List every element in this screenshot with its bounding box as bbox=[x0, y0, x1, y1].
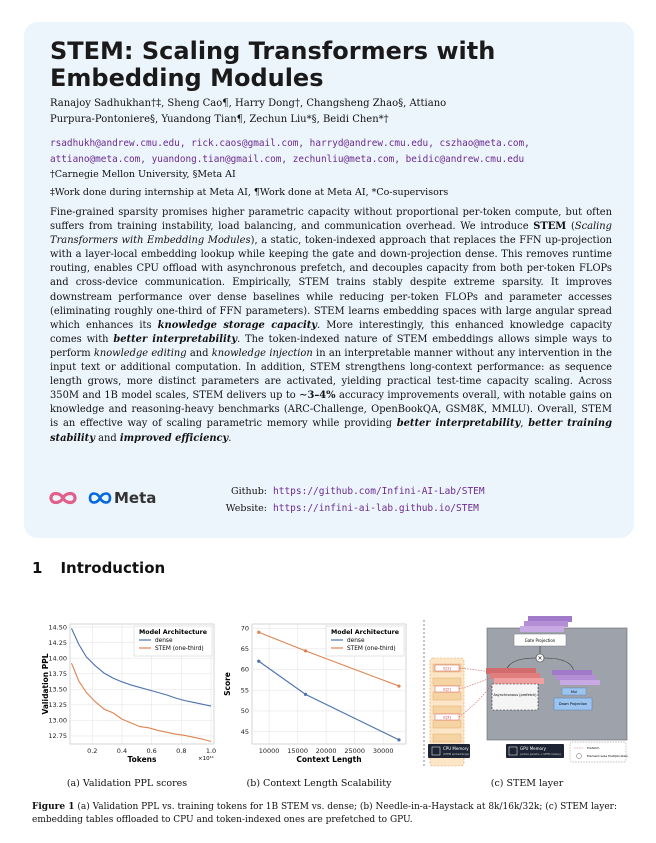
data-point bbox=[257, 631, 260, 634]
y-tick-label: 14.25 bbox=[48, 638, 67, 647]
email-link[interactable]: rick.caos@gmail.com, bbox=[191, 138, 305, 149]
affiliation-line: †Carnegie Mellon University, §Meta AI bbox=[50, 169, 236, 180]
y-tick-label: 60 bbox=[240, 665, 249, 674]
svg-text:Element-wise Multiplication: Element-wise Multiplication bbox=[587, 754, 629, 758]
y-tick-label: 13.50 bbox=[48, 685, 67, 694]
website-link[interactable]: https://infini-ai-lab.github.io/STEM bbox=[273, 503, 479, 514]
y-axis-label: Score bbox=[223, 672, 232, 696]
context-length-chart bbox=[224, 618, 414, 770]
x-tick-label: 20000 bbox=[315, 747, 337, 755]
x-axis-label: Tokens bbox=[127, 755, 157, 764]
email-link[interactable]: yuandong.tian@gmail.com, bbox=[151, 154, 288, 165]
svg-text:Gate Projection: Gate Projection bbox=[524, 638, 556, 643]
data-point bbox=[304, 693, 307, 696]
legend-entry: dense bbox=[155, 638, 173, 644]
x-tick-label: 10000 bbox=[258, 747, 280, 755]
x-tick-label: 0.6 bbox=[146, 747, 157, 755]
legend-title: Model Architecture bbox=[331, 629, 399, 636]
y-tick-label: 70 bbox=[240, 624, 249, 633]
github-link[interactable]: https://github.com/Infini-AI-Lab/STEM bbox=[273, 486, 485, 497]
svg-text:CPU Memory: CPU Memory bbox=[443, 746, 469, 751]
email-link[interactable]: beidic@andrew.cmu.edu bbox=[405, 154, 525, 165]
svg-text:Prefetch: Prefetch bbox=[587, 746, 600, 750]
x-tick-label: 15000 bbox=[287, 747, 308, 755]
author-line: Purpura-Pontoniere§, Yuandong Tian¶, Zechun Liu*§, Beidi Chen*† bbox=[50, 114, 389, 125]
email-link[interactable]: zechunliu@meta.com, bbox=[292, 154, 400, 165]
legend-entry: STEM (one-third) bbox=[155, 646, 204, 652]
y-tick-label: 14.00 bbox=[48, 654, 67, 663]
svg-text:E[1]: E[1] bbox=[443, 666, 451, 671]
paper-title: STEM: Scaling Transformers with Embedding Modules bbox=[50, 37, 496, 92]
svg-text:E[2]: E[2] bbox=[443, 687, 451, 692]
author-line: Ranajoy Sadhukhan†‡, Sheng Cao¶, Harry Dong†, Changsheng Zhao§, Attiano bbox=[50, 98, 447, 109]
legend-entry: dense bbox=[347, 638, 365, 644]
email-link[interactable]: rsadhukh@andrew.cmu.edu, bbox=[50, 138, 186, 149]
section-heading: 1 Introduction bbox=[32, 559, 166, 577]
y-axis-label: Validation PPL bbox=[41, 653, 50, 715]
footnote-line: ‡Work done during internship at Meta AI, ¶Work done at Meta AI, *Co-supervisors bbox=[50, 187, 449, 198]
caption-b: (b) Context Length Scalability bbox=[246, 778, 392, 789]
y-tick-label: 12.75 bbox=[48, 732, 67, 741]
email-link[interactable]: attiano@meta.com, bbox=[50, 154, 146, 165]
meta-infinity-icon bbox=[88, 491, 112, 505]
validation-ppl-chart bbox=[32, 618, 222, 770]
y-tick-label: 14.50 bbox=[48, 623, 67, 632]
svg-text:E[3]: E[3] bbox=[443, 715, 451, 720]
data-point bbox=[397, 684, 400, 687]
caption-c: (c) STEM layer bbox=[490, 778, 564, 789]
stem-layer-diagram bbox=[424, 618, 630, 770]
email-link[interactable]: cszhao@meta.com, bbox=[439, 138, 530, 149]
svg-text:Mul: Mul bbox=[570, 690, 578, 694]
x-axis-label: Context Length bbox=[296, 755, 362, 764]
svg-text:(active params + STEM lookup): (active params + STEM lookup) bbox=[520, 753, 561, 756]
y-tick-label: 55 bbox=[240, 686, 249, 695]
caption-a: (a) Validation PPL scores bbox=[66, 778, 188, 789]
abstract: Fine-grained sparsity promises higher parametric capacity without proportional per-token compute, but often suffers from training instability, load balancing, and communication overhead. We introduce STEM (Scaling Transformers with Embedding Modules), a static, token-indexed approach that replaces the FFN up-projection with a layer-local embedding lookup while keeping the gate and down-projection dense. This removes runtime routing, enables CPU offload with asynchronous prefetch, and decouples capacity from both per-token FLOPs and cross-device communication. Empirically, STEM trains stably despite extreme sparsity. It improves downstream performance over dense baselines while reducing per-token FLOPs and parameter accesses (eliminating roughly one-third of FFN parameters). STEM learns embedding spaces with large angular spread which enhances its knowledge storage capacity. More interestingly, this enhanced knowledge capacity comes with better interpretability. The token-indexed nature of STEM embeddings allows simple ways to perform knowledge editing and knowledge injection in an interpretable manner without any intervention in the input text or additional computation. In addition, STEM strengthens long-context performance: as sequence length grows, more distinct parameters are activated, yielding practical test-time capacity scaling. Across 350M and 1B model scales, STEM delivers up to ∼3–4% accuracy improvements overall, with notable gains on knowledge and reasoning-heavy benchmarks (ARC-Challenge, OpenBookQA, GSM8K, MMLU). Overall, STEM is an effective way of scaling parametric memory while providing better interpretability, better training stability and improved efficiency. bbox=[50, 207, 612, 444]
email-list bbox=[50, 136, 610, 168]
svg-text:GPU Memory: GPU Memory bbox=[520, 746, 546, 751]
meta-logo bbox=[88, 489, 156, 507]
email-link[interactable]: harryd@andrew.cmu.edu, bbox=[309, 138, 434, 149]
svg-text:Asynchronous (prefetch): Asynchronous (prefetch) bbox=[493, 693, 537, 697]
y-tick-label: 13.25 bbox=[48, 701, 67, 710]
website-label: Website: bbox=[225, 503, 267, 514]
x-tick-label: 25000 bbox=[344, 747, 366, 755]
data-point bbox=[257, 660, 260, 663]
logo-row bbox=[48, 489, 156, 507]
data-point bbox=[304, 649, 307, 652]
figure-caption: Figure 1 (a) Validation PPL vs. training tokens for 1B STEM vs. dense; (b) Needle-in-a-Haystack at 8k/16k/32k; (c) STEM layer: embedding tables offloaded to CPU and token-indexed ones are prefetched to GPU. bbox=[32, 802, 617, 825]
github-label: Github: bbox=[231, 486, 267, 497]
author-list bbox=[50, 96, 610, 128]
y-tick-label: 50 bbox=[240, 707, 249, 716]
infinity-logo-icon bbox=[48, 490, 78, 506]
x-tick-label: 0.8 bbox=[176, 747, 187, 755]
multiply-legend-icon bbox=[577, 754, 582, 759]
embedding-stack bbox=[486, 668, 544, 684]
svg-text:(STEM embeddings): (STEM embeddings) bbox=[443, 753, 469, 756]
y-tick-label: 13.75 bbox=[48, 669, 67, 678]
data-point bbox=[397, 738, 400, 741]
y-tick-label: 13.00 bbox=[48, 716, 67, 725]
legend-title: Model Architecture bbox=[139, 629, 207, 636]
y-tick-label: 65 bbox=[240, 645, 249, 654]
x-tick-label: 1.0 bbox=[205, 747, 217, 755]
async-region bbox=[492, 684, 538, 710]
project-links bbox=[205, 483, 485, 517]
x-tick-label: 0.2 bbox=[87, 747, 98, 755]
x-tick-label: 30000 bbox=[372, 747, 394, 755]
svg-text:Down Projection: Down Projection bbox=[558, 702, 588, 706]
legend-entry: STEM (one-third) bbox=[347, 646, 396, 652]
x-tick-label: 0.4 bbox=[116, 747, 128, 755]
y-tick-label: 45 bbox=[240, 727, 249, 736]
meta-wordmark: Meta bbox=[114, 489, 157, 507]
x-axis-multiplier: ×10¹¹ bbox=[197, 756, 214, 762]
svg-text:×: × bbox=[537, 655, 543, 662]
diagram-legend bbox=[570, 742, 629, 762]
